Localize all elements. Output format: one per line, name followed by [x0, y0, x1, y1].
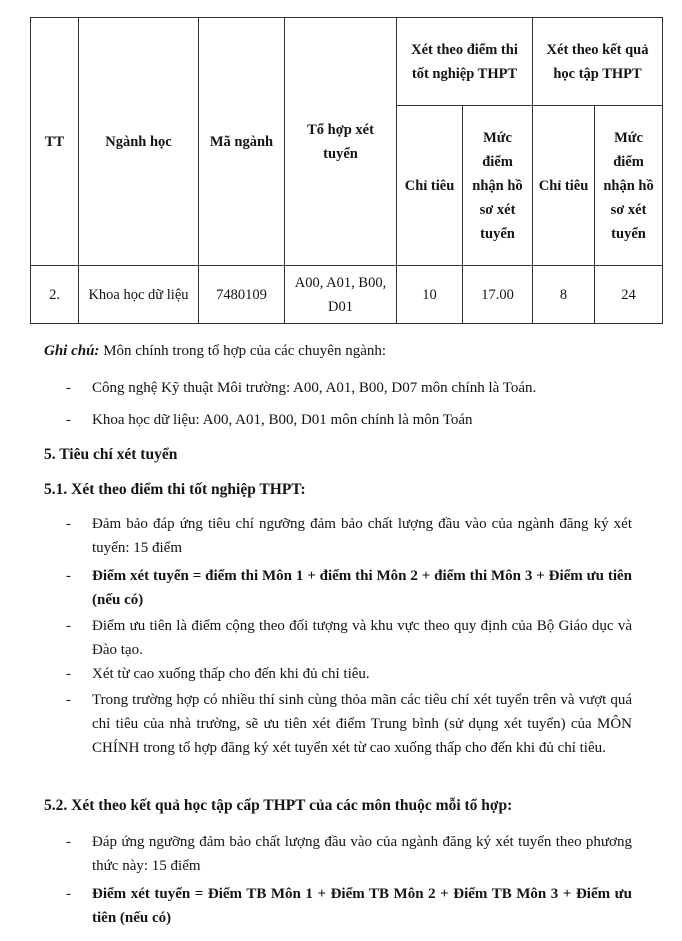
- note-item: Khoa học dữ liệu: A00, A01, B00, D01 môn chính là môn Toán: [92, 412, 473, 428]
- list-item: Trong trường hợp có nhiều thí sinh cùng thỏa mãn các tiêu chí xét tuyển trên và vượt quá chỉ tiêu của nhà trường, sẽ ưu tiên xét điểm Trung bình (sử dụng xét tuyển) của MÔN CHÍNH trong tổ hợp đăng ký xét tuyển xét từ cao xuống thấp cho đến khi đủ chỉ tiêu.: [92, 692, 632, 756]
- cell-muc-diem-1: 17.00: [463, 266, 533, 324]
- list-item: Xét từ cao xuống thấp cho đến khi đủ chỉ tiêu.: [92, 666, 370, 682]
- bullet-dash: -: [66, 618, 71, 634]
- list-item: Điểm xét tuyển = điểm thi Môn 1 + điểm thi Môn 2 + điểm thi Môn 3 + Điểm ưu tiên (nếu có): [92, 568, 632, 608]
- bullet-dash: -: [66, 834, 71, 850]
- header-tt: TT: [31, 18, 79, 266]
- header-group-diem-thi: Xét theo điểm thi tốt nghiệp THPT: [397, 18, 533, 106]
- list-item: Đáp ứng ngưỡng đảm bảo chất lượng đầu vào của ngành đăng ký xét tuyển theo phương thức này: 15 điểm: [92, 834, 632, 874]
- section-5-title: 5. Tiêu chí xét tuyển: [44, 446, 178, 463]
- bullet-dash: -: [66, 412, 71, 428]
- header-to-hop: Tổ hợp xét tuyển: [285, 18, 397, 266]
- bullet-dash: -: [66, 666, 71, 682]
- cell-tt: 2.: [31, 266, 79, 324]
- cell-muc-diem-2: 24: [595, 266, 663, 324]
- cell-to-hop: A00, A01, B00, D01: [285, 266, 397, 324]
- header-chi-tieu-2: Chỉ tiêu: [533, 106, 595, 266]
- list-item: Điểm xét tuyển = Điểm TB Môn 1 + Điểm TB Môn 2 + Điểm TB Môn 3 + Điểm ưu tiên (nếu có): [92, 886, 632, 926]
- bullet-dash: -: [66, 886, 71, 902]
- cell-chi-tieu-1: 10: [397, 266, 463, 324]
- note-line: [44, 343, 386, 360]
- note-text: Môn chính trong tổ hợp của các chuyên ngành:: [103, 343, 387, 359]
- bullet-dash: -: [66, 568, 71, 584]
- bullet-dash: -: [66, 380, 71, 396]
- header-muc-diem-1: Mức điểm nhận hồ sơ xét tuyển: [463, 106, 533, 266]
- cell-ma-nganh: 7480109: [199, 266, 285, 324]
- bullet-dash: -: [66, 516, 71, 532]
- admission-table: [30, 17, 663, 324]
- note-label: Ghi chú:: [44, 343, 100, 359]
- section-5-1-title: 5.1. Xét theo điểm thi tốt nghiệp THPT:: [44, 481, 306, 498]
- cell-nganh-hoc: Khoa học dữ liệu: [79, 266, 199, 324]
- header-ma-nganh: Mã ngành: [199, 18, 285, 266]
- header-group-hoc-tap: Xét theo kết quả học tập THPT: [533, 18, 663, 106]
- header-muc-diem-2: Mức điểm nhận hồ sơ xét tuyển: [595, 106, 663, 266]
- table-row: [31, 266, 663, 324]
- cell-chi-tieu-2: 8: [533, 266, 595, 324]
- list-item: Đảm bảo đáp ứng tiêu chí ngưỡng đảm bảo chất lượng đầu vào của ngành đăng ký xét tuyển: 15 điểm: [92, 516, 632, 556]
- note-item: Công nghệ Kỹ thuật Môi trường: A00, A01, B00, D07 môn chính là Toán.: [92, 380, 537, 396]
- header-chi-tieu-1: Chỉ tiêu: [397, 106, 463, 266]
- header-nganh-hoc: Ngành học: [79, 18, 199, 266]
- section-5-2-title: 5.2. Xét theo kết quả học tập cấp THPT của các môn thuộc mỗi tổ hợp:: [44, 797, 513, 814]
- bullet-dash: -: [66, 692, 71, 708]
- list-item: Điểm ưu tiên là điểm cộng theo đối tượng và khu vực theo quy định của Bộ Giáo dục và Đào tạo.: [92, 618, 632, 658]
